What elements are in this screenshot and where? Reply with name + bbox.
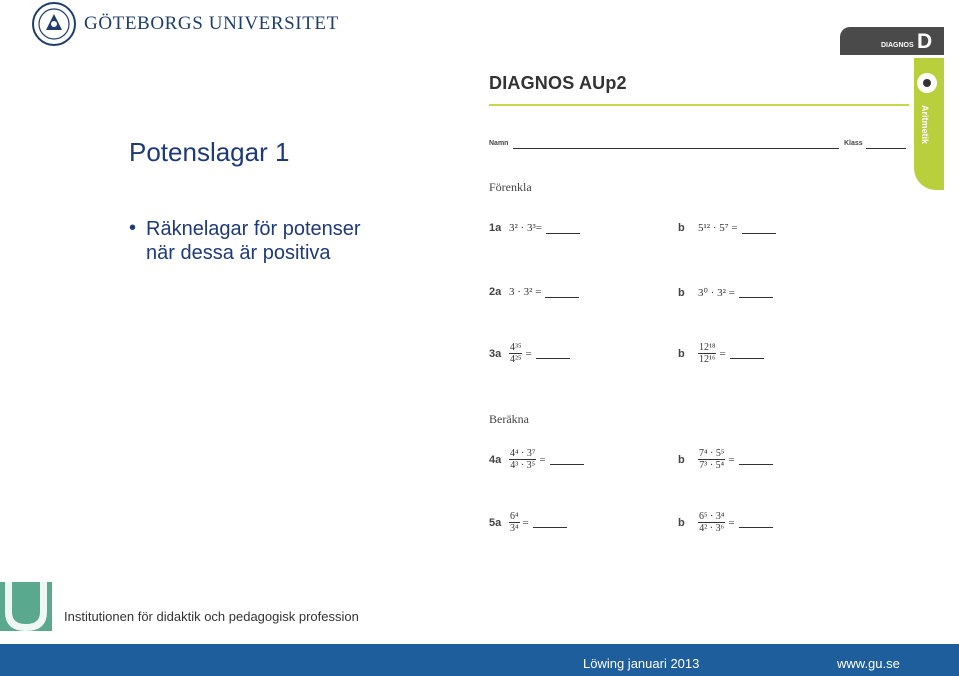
problem-number: b <box>678 453 685 466</box>
diagnos-badge-letter: D <box>917 30 933 53</box>
problem-number: b <box>678 286 685 299</box>
equals-sign: = <box>728 453 735 466</box>
problem-5a <box>489 511 567 534</box>
class-label: Klass <box>844 140 863 147</box>
answer-blank <box>730 348 764 359</box>
denominator: 3⁴ <box>510 523 519 534</box>
fraction <box>698 511 725 534</box>
answer-blank <box>742 223 776 234</box>
problem-expression: 3⁰ · 3² = <box>698 287 735 299</box>
equals-sign: = <box>728 516 735 529</box>
institution-name: Institutionen för didaktik och pedagogisk profession <box>64 609 359 624</box>
answer-blank <box>545 287 579 298</box>
fraction <box>698 342 716 365</box>
problem-number: 5a <box>489 516 502 529</box>
problem-expression: 3² · 3³= <box>509 222 542 234</box>
problem-expression: 5¹² · 5⁷ = <box>698 222 738 234</box>
problem-number: 4a <box>489 453 502 466</box>
university-seal-icon <box>32 2 76 46</box>
class-line <box>866 148 906 149</box>
diagnos-badge-text: DIAGNOS <box>881 42 914 49</box>
numerator: 4⁴ · 3⁷ <box>510 448 536 459</box>
problem-4a <box>489 448 584 471</box>
problem-number: 2a <box>489 286 502 298</box>
answer-blank <box>536 348 570 359</box>
equals-sign: = <box>525 347 532 360</box>
denominator: 12¹⁶ <box>699 354 716 365</box>
numerator: 12¹⁸ <box>699 342 716 353</box>
problem-1a <box>489 222 580 234</box>
fraction <box>509 511 520 534</box>
problem-3a <box>489 342 570 365</box>
worksheet-title: DIAGNOS AUp2 <box>489 73 627 93</box>
footer-website-link[interactable]: www.gu.se <box>837 656 900 671</box>
title-divider <box>489 104 909 106</box>
problem-4b <box>678 448 773 471</box>
answer-blank <box>550 454 584 465</box>
problem-number: 1a <box>489 222 502 234</box>
name-line <box>513 148 839 149</box>
problem-number: b <box>678 347 685 360</box>
fraction <box>509 448 536 471</box>
numerator: 6⁵ · 3⁴ <box>699 511 725 522</box>
gu-u-logo-icon <box>0 582 52 631</box>
problem-5b <box>678 511 773 534</box>
problem-number: 3a <box>489 347 502 360</box>
fraction <box>509 342 522 365</box>
equals-sign: = <box>539 453 546 466</box>
denominator: 4² · 3⁶ <box>699 523 725 534</box>
name-label: Namn <box>489 140 509 147</box>
footer-bar <box>0 644 959 676</box>
denominator: 7³ · 5⁴ <box>699 460 725 471</box>
section-heading-compute: Beräkna <box>489 412 529 426</box>
footer-date: Löwing januari 2013 <box>583 656 700 671</box>
answer-blank <box>739 287 773 298</box>
section-heading-simplify: Förenkla <box>489 180 532 194</box>
problem-3b <box>678 342 764 365</box>
university-name: GÖTEBORGS UNIVERSITET <box>84 13 339 34</box>
numerator: 6⁴ <box>510 511 519 522</box>
answer-blank <box>533 517 567 528</box>
problem-number: b <box>678 516 685 529</box>
ball-icon <box>916 72 938 94</box>
problem-2b <box>678 286 773 299</box>
denominator: 4³ · 3⁵ <box>510 460 536 471</box>
answer-blank <box>739 517 773 528</box>
bullet-item: Räknelagar för potenser när dessa är positiva <box>146 218 361 264</box>
problem-number: b <box>678 222 685 234</box>
numerator: 4³⁵ <box>510 342 522 353</box>
subject-tab-label: Aritmetik <box>920 105 930 145</box>
equals-sign: = <box>719 347 726 360</box>
problem-1b <box>678 222 776 234</box>
numerator: 7⁴ · 5⁵ <box>699 448 725 459</box>
denominator: 4²⁵ <box>510 354 522 365</box>
equals-sign: = <box>522 516 529 529</box>
slide-title: Potenslagar 1 <box>129 137 290 167</box>
problem-expression: 3 · 3² = <box>509 286 542 298</box>
bullet-marker: • <box>129 217 137 239</box>
answer-blank <box>739 454 773 465</box>
fraction <box>698 448 725 471</box>
problem-2a <box>489 286 579 298</box>
answer-blank <box>546 223 580 234</box>
